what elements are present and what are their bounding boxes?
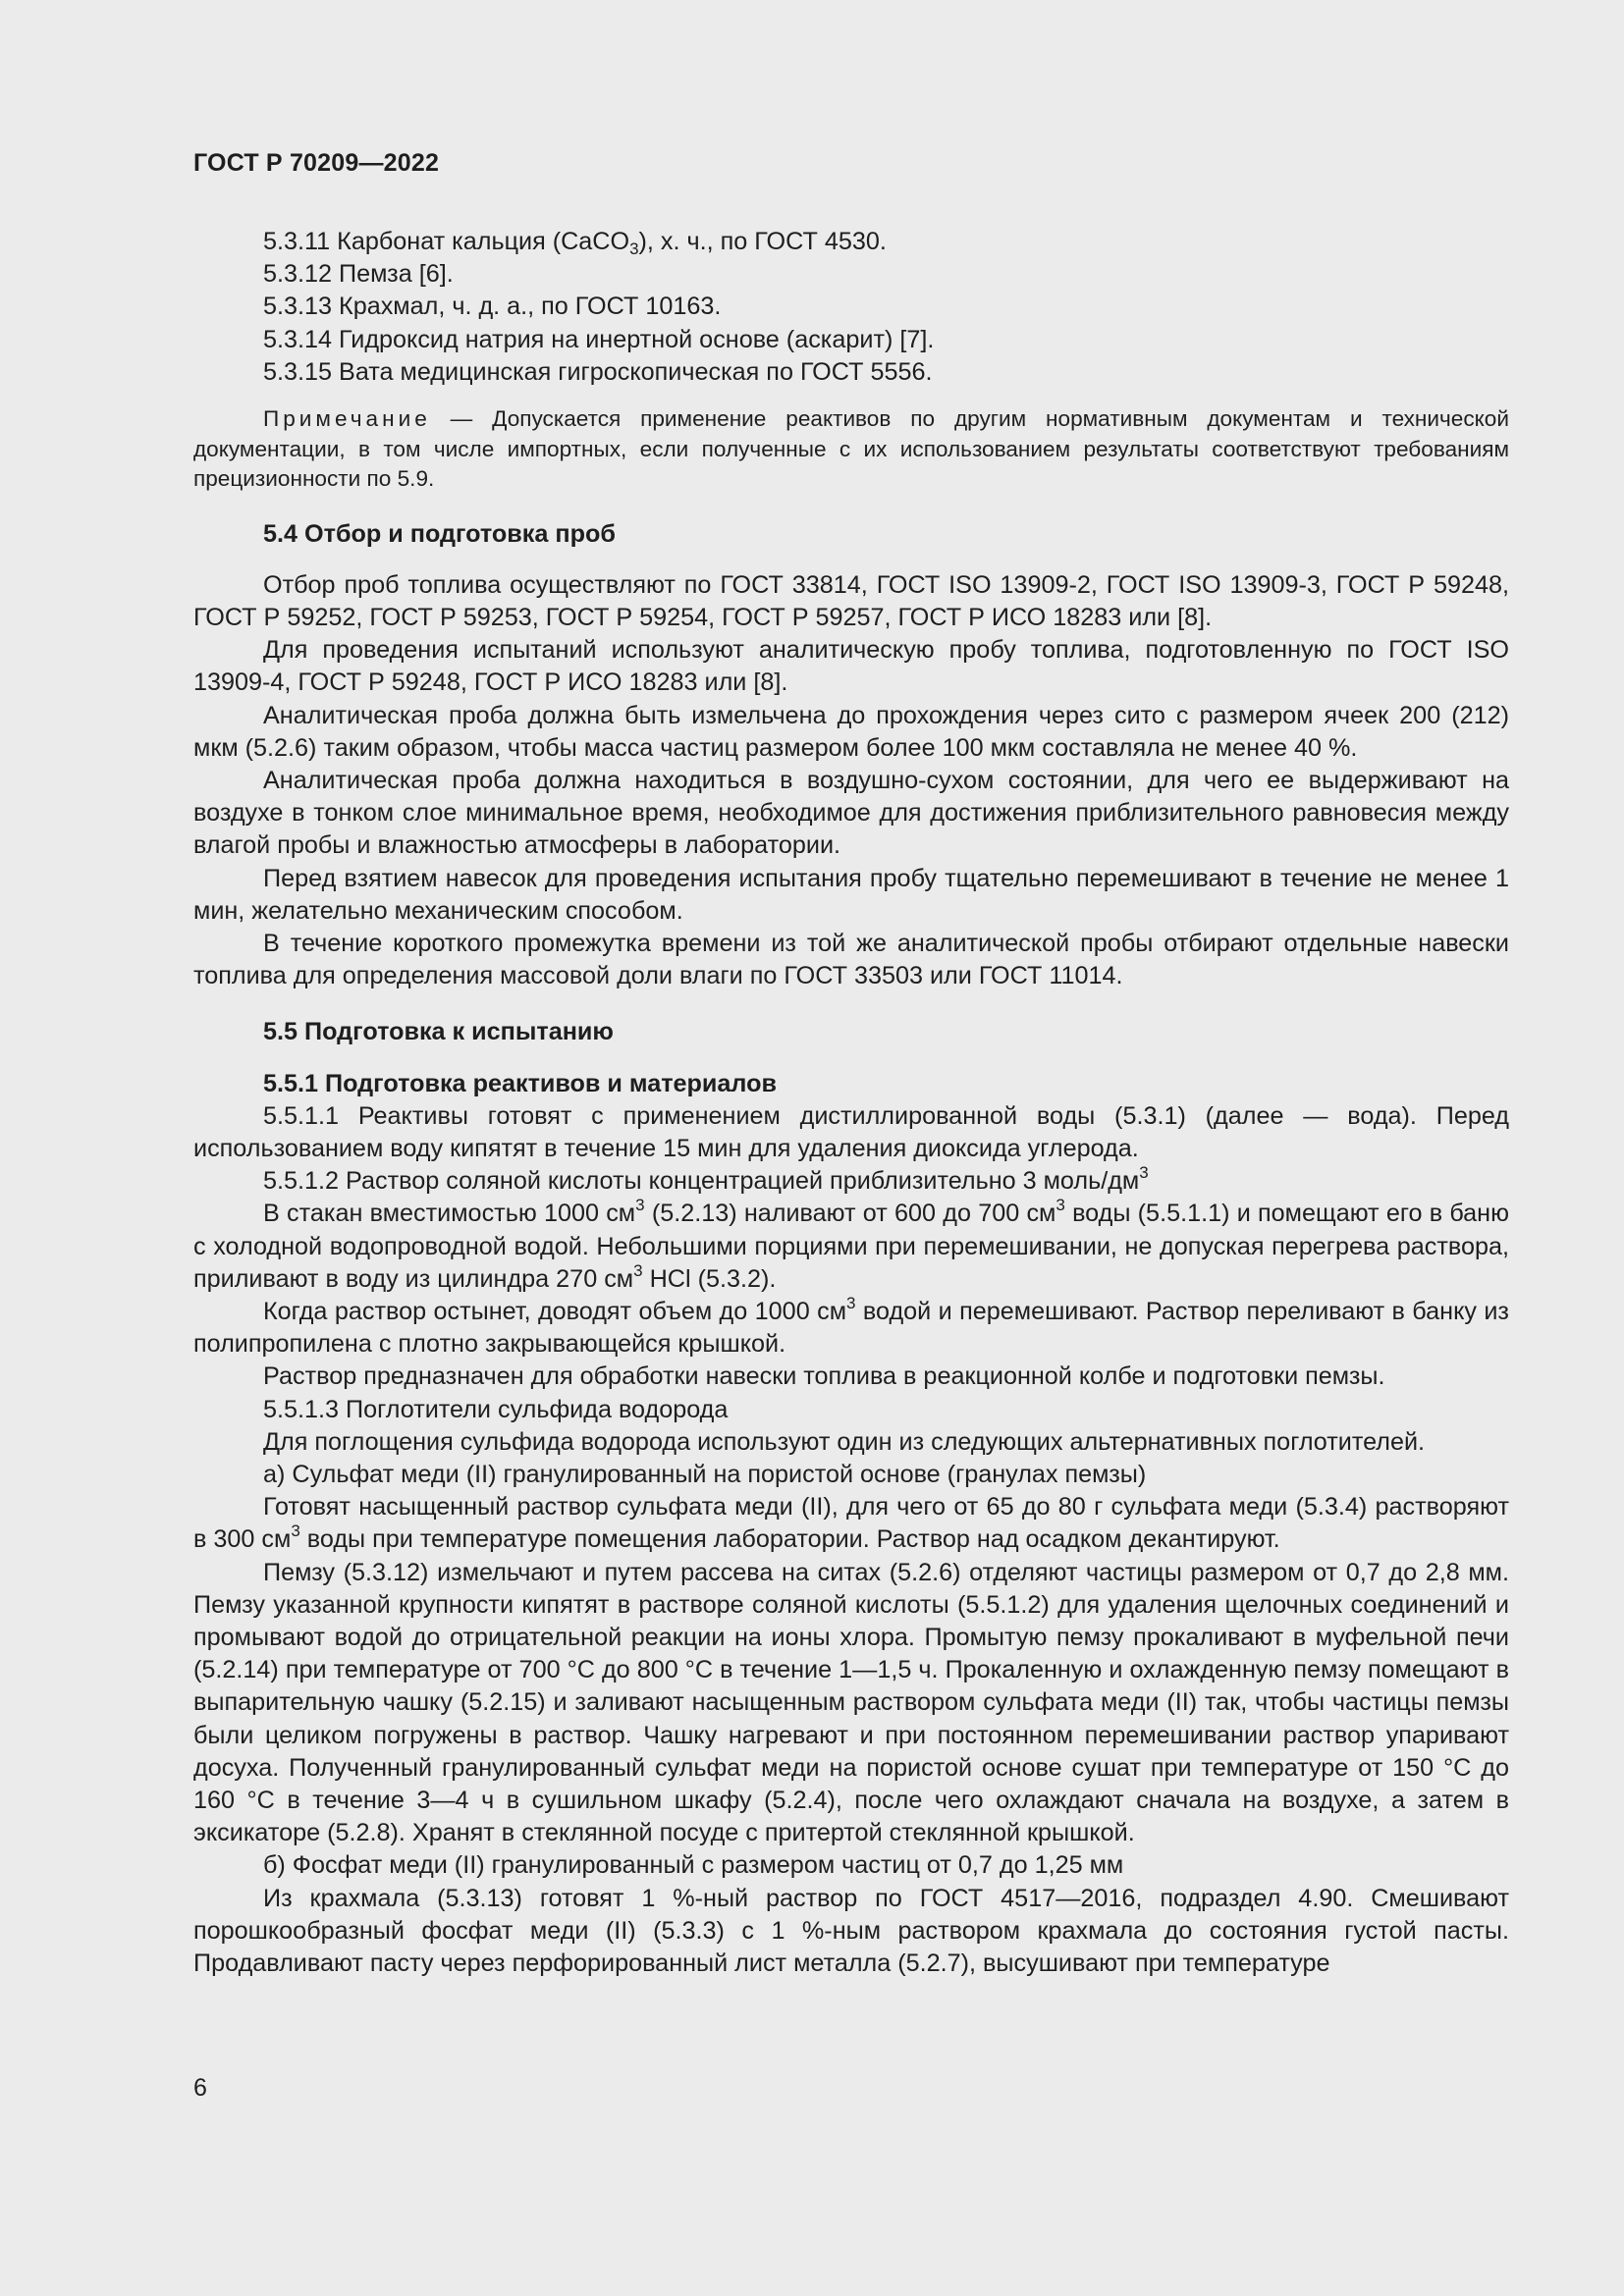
paragraph: Отбор проб топлива осуществляют по ГОСТ 33814, ГОСТ ISO 13909-2, ГОСТ ISO 13909-3, ГОСТ Р 59248, ГОСТ Р 59252, ГОСТ Р 59253, ГОСТ Р 59254, ГОСТ Р 59257, ГОСТ Р ИСО 18283 или [8]. [193,570,1509,631]
paragraph: Перед взятием навесок для проведения испытания пробу тщательно перемешивают в течение не менее 1 мин, желательно механическим способом. [193,864,1509,925]
paragraph: В стакан вместимостью 1000 $см^3$ (5.2.13) наливают от 600 до 700 $см^3$ воды (5.5.1.1) и помещают его в баню с холодной водопроводной водой. Небольшими порциями при перемешивании, не допуская перегрева раствора, приливают в воду из цилиндра 270 $см^3$ HCl (5.3.2). [193,1196,1509,1293]
list-item-b: б) Фосфат меди (II) гранулированный с размером частиц от 0,7 до 1,25 мм [263,1851,1124,1880]
list-item-a: а) Сульфат меди (II) гранулированный на пористой основе (гранулах пемзы) [263,1461,1147,1488]
paragraph: Аналитическая проба должна находиться в воздушно-сухом состоянии, для чего ее выдерживают на воздухе в тонком слое минимальное время, необходимое для достижения приблизительного равновесия между влагой пробы и влажностью атмосферы в лаборатории. [193,766,1509,860]
paragraph: Для проведения испытаний используют аналитическую пробу топлива, подготовленную по ГОСТ ISO 13909-4, ГОСТ Р 59248, ГОСТ Р ИСО 18283 или [8]. [193,636,1509,697]
paragraph: В течение короткого промежутка времени из той же аналитической пробы отбирают отдельные навески топлива для определения массовой доли влаги по ГОСТ 33503 или ГОСТ 11014. [193,929,1509,990]
paragraph: Готовят насыщенный раствор сульфата меди (II), для чего от 65 до 80 г сульфата меди (5.3.4) растворяют в 300 $см^3$ воды при температуре помещения лаборатории. Раствор над осадком декантируют. [193,1493,1509,1554]
list-item-5-3-12: 5.3.12 Пемза [6]. [263,260,454,289]
document-header: ГОСТ Р 70209—2022 [193,149,440,177]
section-heading-5-4: 5.4 Отбор и подготовка проб [263,519,616,548]
clause-title-5-5-1-2: 5.5.1.2 Раствор соляной кислоты концентрацией приблизительно 3 моль/$дм^3$ [263,1163,1149,1196]
subsection-heading-5-5-1: 5.5.1 Подготовка реактивов и материалов [263,1069,777,1097]
document-body [193,226,1509,1980]
clause-title-5-5-1-3: 5.5.1.3 Поглотители сульфида водорода [263,1395,729,1423]
list-item-5-3-14: 5.3.14 Гидроксид натрия на инертной основе (аскарит) [7]. [263,325,935,353]
paragraph: Когда раствор остынет, доводят объем до 1000 $см^3$ водой и перемешивают. Раствор переливают в банку из полипропилена с плотно закрывающейся крышкой. [193,1293,1509,1359]
paragraph: Для поглощения сульфида водорода используют один из следующих альтернативных поглотителей. [263,1427,1426,1456]
paragraph: Аналитическая проба должна быть измельчена до прохождения через сито с размером ячеек 200 (212) мкм (5.2.6) таким образом, чтобы масса частиц размером более 100 мкм составляла не менее 40 %. [193,701,1509,762]
note-label: Примечание [263,406,431,432]
note-text: — Допускается применение реактивов по другим нормативным документам и технической документации, в том числе импортных, если полученные с их использованием результаты соответствуют требованиям прецизионности по 5.9. [193,406,1509,492]
paragraph: Пемзу (5.3.12) измельчают и путем рассева на ситах (5.2.6) отделяют частицы размером от 0,7 до 2,8 мм. Пемзу указанной крупности кипятят в растворе соляной кислоты (5.5.1.2) для удаления щелочных соединений и промывают водой до отрицательной реакции на ионы хлора. Промытую пемзу прокаливают в муфельной печи (5.2.14) при температуре от 700 °С до 800 °С в течение 1—1,5 ч. Прокаленную и охлажденную пемзу помещают в выпарительную чашку (5.2.15) и заливают насыщенным раствором сульфата меди (II) так, чтобы частицы пемзы были целиком погружены в раствор. Чашку нагревают и при постоянном перемешивании раствор упаривают досуха. Полученный гранулированный сульфат меди на пористой основе сушат при температуре от 150 °С до 160 °С в течение 3—4 ч в сушильном шкафу (5.2.4), после чего охлаждают сначала на воздухе, а затем в эксикаторе (5.2.8). Хранят в стеклянной посуде с притертой стеклянной крышкой. [193,1558,1509,1847]
list-item-5-3-11: 5.3.11 Карбонат кальция (CaCO$_3$), х. ч., по ГОСТ 4530. [263,228,887,258]
list-item-5-3-13: 5.3.13 Крахмал, ч. д. а., по ГОСТ 10163. [263,293,722,321]
paragraph: 5.5.1.1 Реактивы готовят с применением дистиллированной воды (5.3.1) (далее — вода). Перед использованием воду кипятят в течение 15 мин для удаления диоксида углерода. [193,1101,1509,1162]
section-heading-5-5: 5.5 Подготовка к испытанию [263,1018,614,1046]
page-number: 6 [193,2074,207,2102]
note-paragraph [193,404,1509,495]
paragraph: Раствор предназначен для обработки навески топлива в реакционной колбе и подготовки пемзы. [263,1362,1385,1391]
paragraph: Из крахмала (5.3.13) готовят 1 %-ный раствор по ГОСТ 4517—2016, подраздел 4.90. Смешивают порошкообразный фосфат меди (II) (5.3.3) с 1 %-ным раствором крахмала до состояния густой пасты. Продавливают пасту через перфорированный лист металла (5.2.7), высушивают при температуре [193,1884,1509,1978]
list-item-5-3-15: 5.3.15 Вата медицинская гигроскопическая по ГОСТ 5556. [263,357,933,386]
